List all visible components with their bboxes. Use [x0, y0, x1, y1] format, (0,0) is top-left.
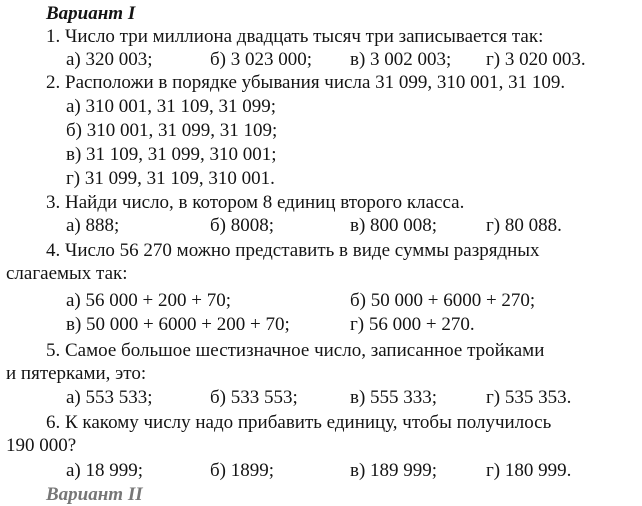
- question-6-option-a: а) 18 999;: [66, 460, 144, 481]
- question-2-option-c: в) 31 109, 31 099, 310 001;: [66, 144, 277, 165]
- question-2-option-b: б) 310 001, 31 099, 31 109;: [66, 120, 278, 141]
- question-3-text: 3. Найди число, в котором 8 единиц второго класса.: [46, 192, 465, 213]
- question-5-option-b: б) 533 553;: [210, 387, 298, 408]
- question-3-option-a: а) 888;: [66, 215, 120, 236]
- question-2-text: 2. Расположи в порядке убывания числа 31 099, 310 001, 31 109.: [46, 72, 566, 93]
- question-3-option-d: г) 80 088.: [486, 215, 562, 236]
- next-variant-title-partial: Вариант II: [46, 484, 143, 505]
- question-6-text-line-2: 190 000?: [6, 435, 77, 456]
- question-1-option-c: в) 3 002 003;: [350, 49, 452, 70]
- question-5-option-d: г) 535 353.: [486, 387, 572, 408]
- question-5-text-line-2: и пятерками, это:: [6, 363, 147, 384]
- question-4-option-a: а) 56 000 + 200 + 70;: [66, 290, 231, 311]
- question-4-option-c: в) 50 000 + 6000 + 200 + 70;: [66, 314, 290, 335]
- question-4-option-b: б) 50 000 + 6000 + 270;: [350, 290, 536, 311]
- question-5-option-c: в) 555 333;: [350, 387, 438, 408]
- question-4-option-d: г) 56 000 + 270.: [350, 314, 475, 335]
- question-1-option-d: г) 3 020 003.: [486, 49, 586, 70]
- question-6-option-b: б) 1899;: [210, 460, 275, 481]
- question-6-text-line-1: 6. К какому числу надо прибавить единицу, чтобы получилось: [46, 412, 552, 433]
- question-5-text-line-1: 5. Самое большое шестизначное число, записанное тройками: [46, 340, 545, 361]
- question-2-option-a: а) 310 001, 31 109, 31 099;: [66, 96, 277, 117]
- question-6-option-d: г) 180 999.: [486, 460, 572, 481]
- question-2-option-d: г) 31 099, 31 109, 310 001.: [66, 168, 275, 189]
- question-3-option-b: б) 8008;: [210, 215, 275, 236]
- question-4-text-line-2: слагаемых так:: [6, 263, 128, 284]
- question-1-option-b: б) 3 023 000;: [210, 49, 313, 70]
- question-5-option-a: а) 553 533;: [66, 387, 153, 408]
- question-1-option-a: а) 320 003;: [66, 49, 153, 70]
- variant-title: Вариант I: [46, 3, 136, 24]
- question-1-text: 1. Число три миллиона двадцать тысяч три записывается так:: [46, 26, 544, 47]
- question-3-option-c: в) 800 008;: [350, 215, 438, 236]
- question-6-option-c: в) 189 999;: [350, 460, 438, 481]
- question-4-text-line-1: 4. Число 56 270 можно представить в виде суммы разрядных: [46, 240, 540, 261]
